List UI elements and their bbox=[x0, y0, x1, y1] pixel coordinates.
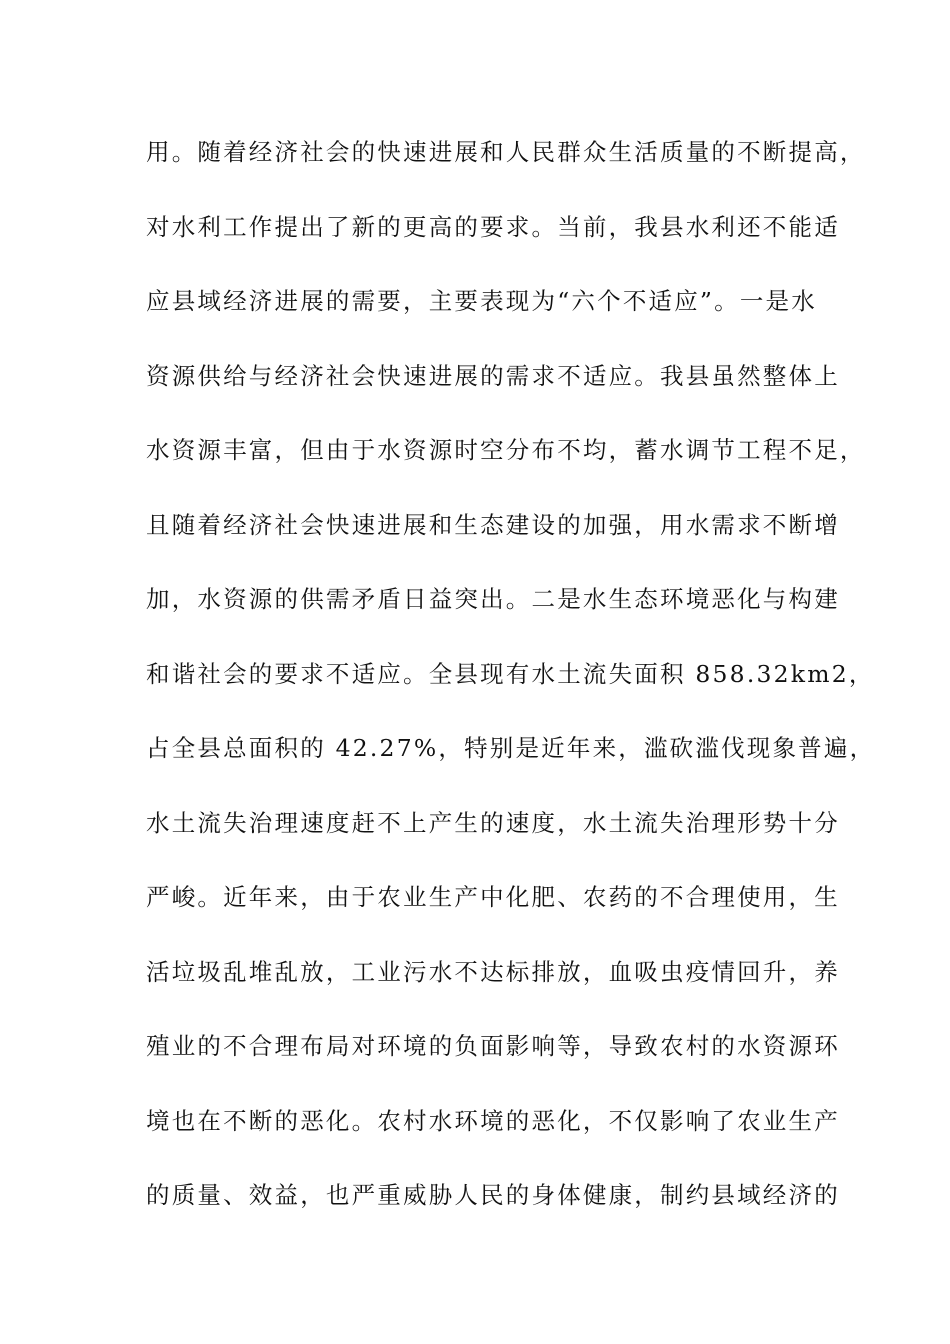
text-line: 殖业的不合理布局对环境的负面影响等，导致农村的水资源环 bbox=[146, 1032, 840, 1060]
text-line: 应县域经济进展的需要，主要表现为“六个不适应”。一是水 bbox=[146, 287, 817, 315]
text-line: 严峻。近年来，由于农业生产中化肥、农药的不合理使用，生 bbox=[146, 883, 840, 911]
text-line: 和谐社会的要求不适应。全县现有水土流失面积 858.32km2， bbox=[146, 659, 875, 688]
text-line: 活垃圾乱堆乱放，工业污水不达标排放，血吸虫疫情回升，养 bbox=[146, 957, 840, 986]
body-paragraph bbox=[146, 132, 876, 1250]
text-line: 用。随着经济社会的快速进展和人民群众生活质量的不断提高， bbox=[146, 138, 866, 166]
text-line: 加，水资源的供需矛盾日益突出。二是水生态环境恶化与构建 bbox=[146, 585, 840, 613]
text-line: 水土流失治理速度赶不上产生的速度，水土流失治理形势十分 bbox=[146, 808, 840, 837]
text-line: 资源供给与经济社会快速进展的需求不适应。我县虽然整体上 bbox=[146, 361, 840, 390]
text-line: 境也在不断的恶化。农村水环境的恶化，不仅影响了农业生产 bbox=[146, 1106, 840, 1135]
text-line: 且随着经济社会快速进展和生态建设的加强，用水需求不断增 bbox=[146, 510, 840, 539]
text-line: 占全县总面积的 42.27%，特别是近年来，滥砍滥伐现象普遍， bbox=[146, 734, 876, 762]
text-line: 水资源丰富，但由于水资源时空分布不均，蓄水调节工程不足， bbox=[146, 436, 866, 464]
text-line: 的质量、效益，也严重威胁人民的身体健康，制约县域经济的 bbox=[146, 1181, 840, 1209]
text-line: 对水利工作提出了新的更高的要求。当前，我县水利还不能适 bbox=[146, 212, 840, 241]
